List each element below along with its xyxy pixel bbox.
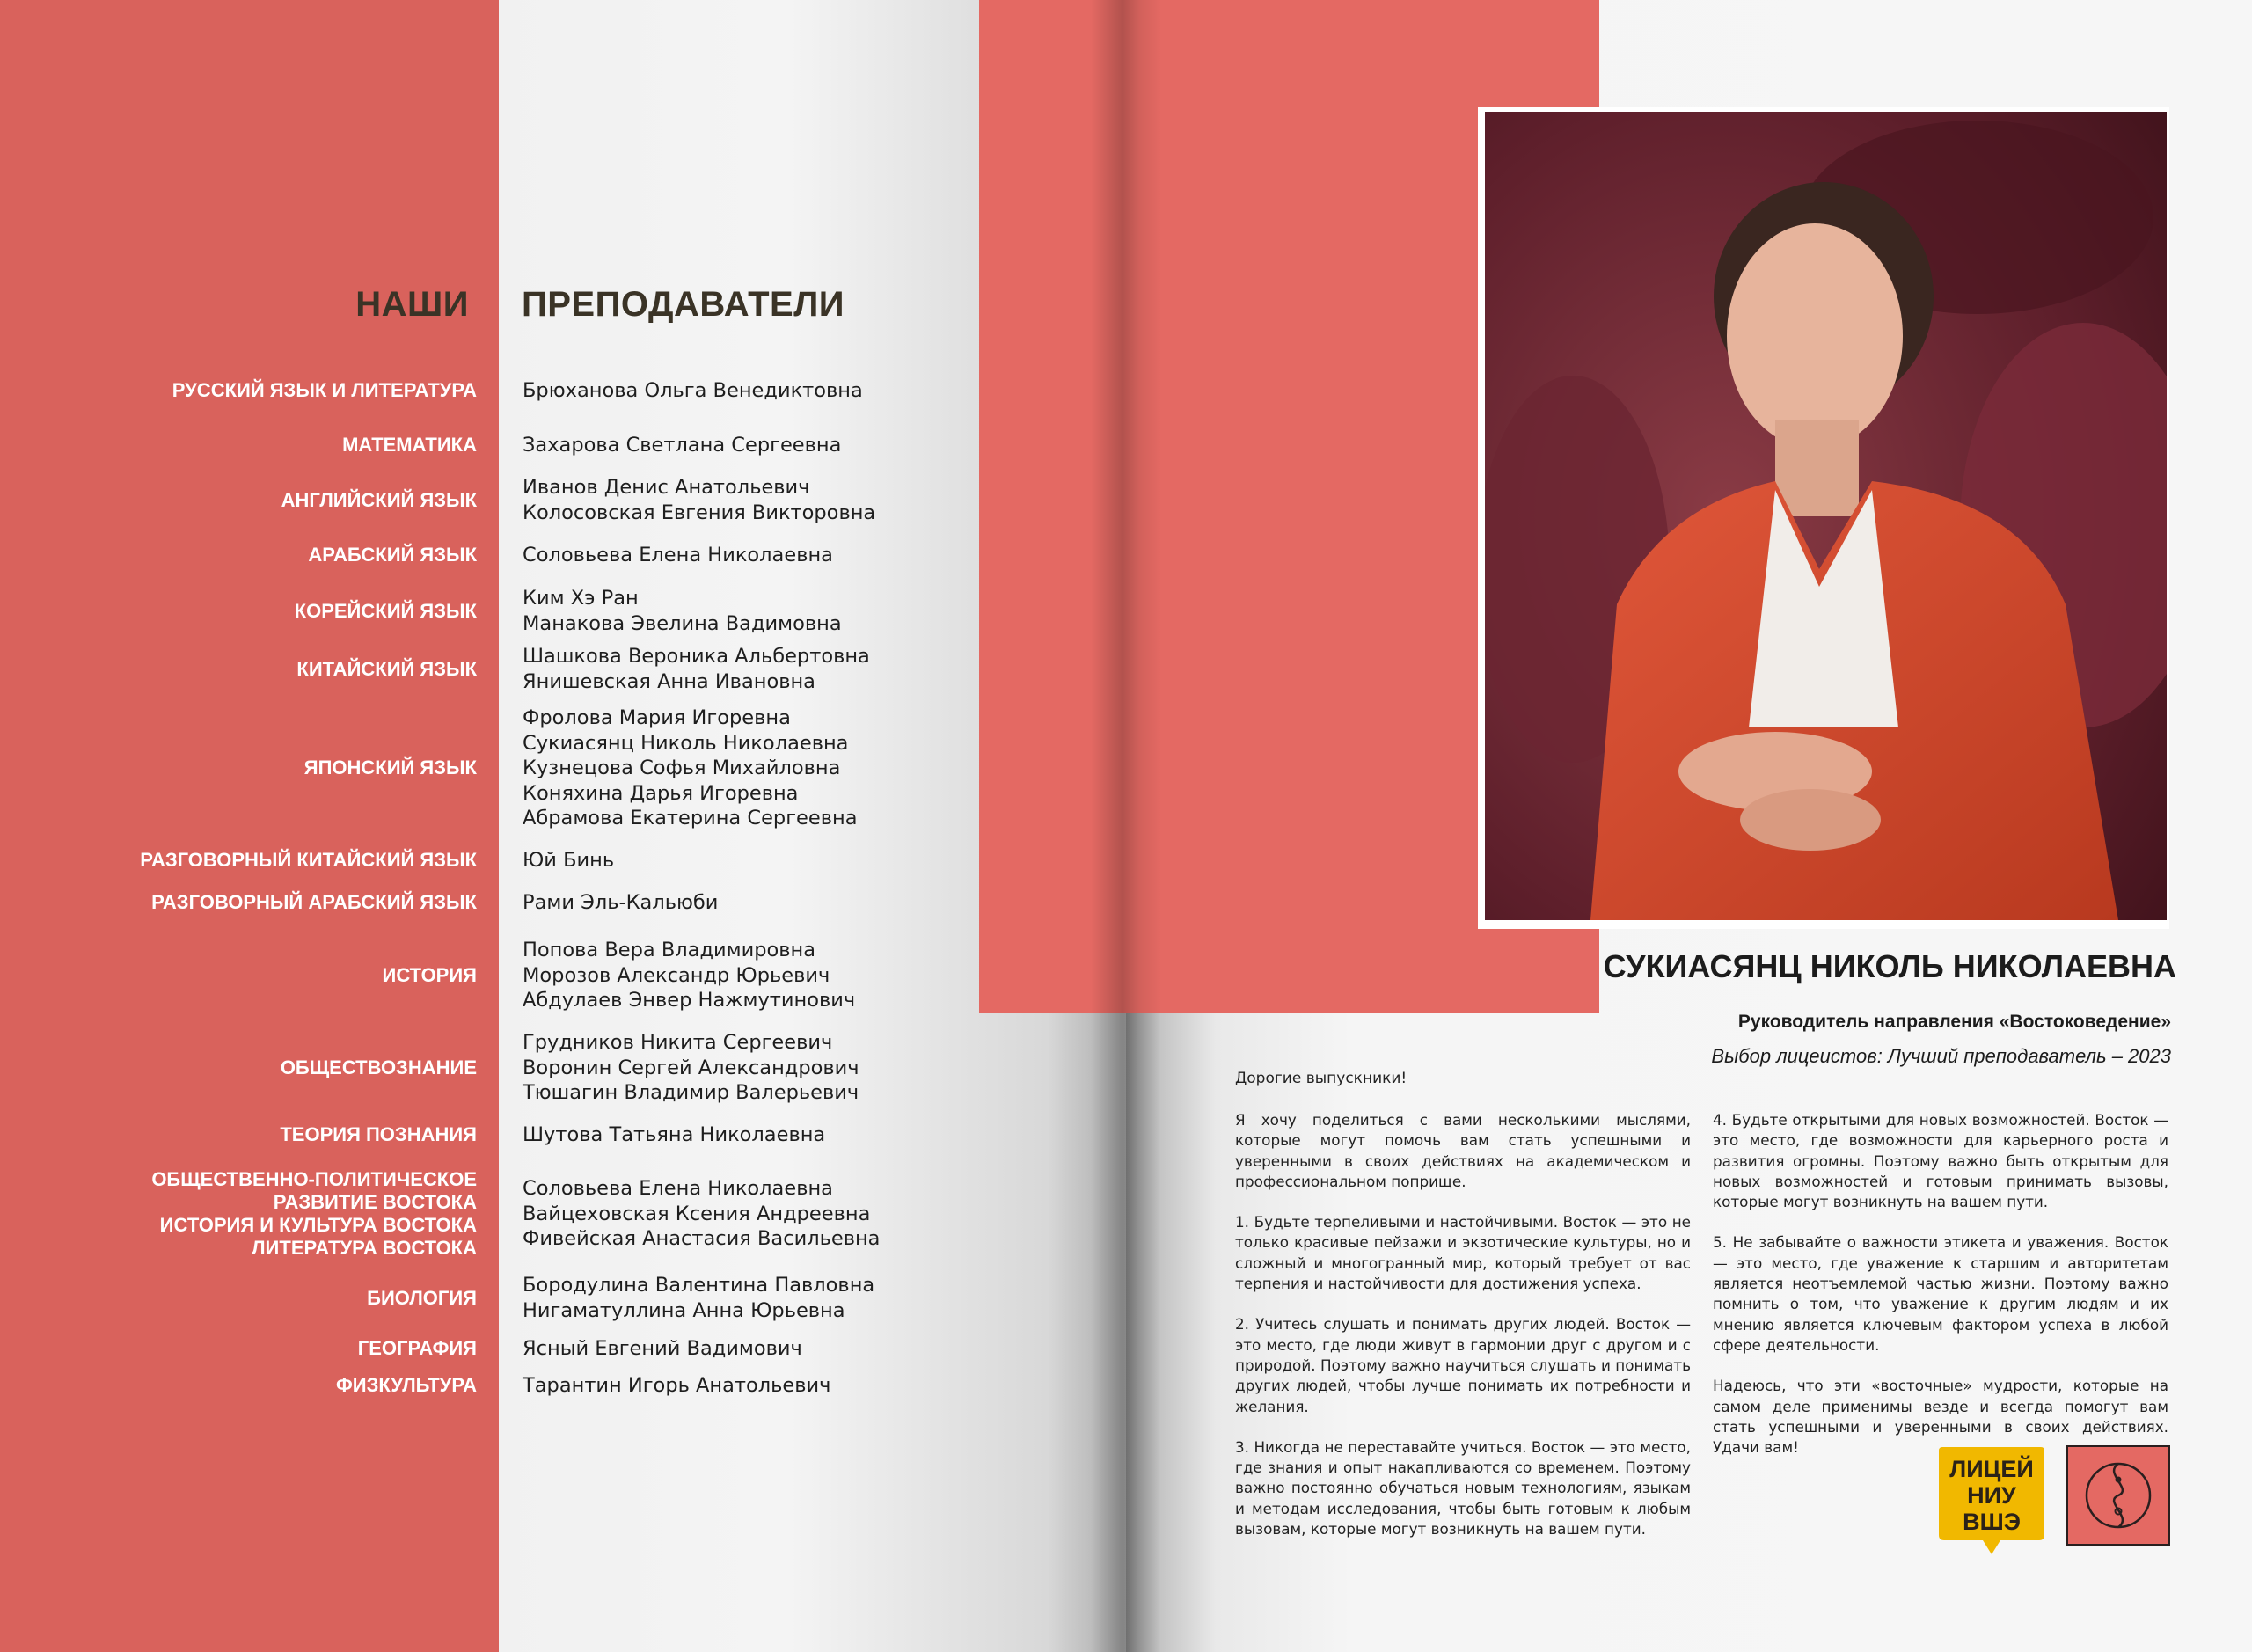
subject-line: ЯПОНСКИЙ ЯЗЫК <box>303 757 477 779</box>
teacher-names <box>523 1176 880 1252</box>
subject-line: ИСТОРИЯ И КУЛЬТУРА ВОСТОКА <box>159 1214 477 1236</box>
subject-line: БИОЛОГИЯ <box>367 1286 477 1309</box>
teacher-name-line: Фролова Мария Игоревна <box>523 706 791 729</box>
teacher-row <box>0 433 968 458</box>
subject-label <box>0 434 477 457</box>
teacher-row <box>0 644 968 694</box>
title-our: НАШИ <box>355 285 469 324</box>
teacher-name-line: Бородулина Валентина Павловна <box>523 1274 875 1297</box>
letter-column-1 <box>1235 1110 1691 1560</box>
teacher-name-line: Рами Эль-Кальюби <box>523 891 719 914</box>
subject-line: МАТЕМАТИКА <box>342 434 477 457</box>
teacher-name-line: Соловьева Елена Николаевна <box>523 1177 833 1201</box>
teacher-name-line: Нигаматуллина Анна Юрьевна <box>523 1298 845 1322</box>
teacher-name-line: Кузнецова Софья Михайловна <box>523 757 841 779</box>
teacher-name-line: Иванов Денис Анатольевич <box>523 476 810 499</box>
teacher-names <box>523 938 855 1013</box>
teacher-name-line: Абдулаев Энвер Нажмутинович <box>523 989 856 1012</box>
subject-label <box>0 379 477 402</box>
teacher-award: Выбор лицеистов: Лучший преподаватель – 2023 <box>1711 1045 2171 1067</box>
teacher-row <box>0 1273 968 1323</box>
teacher-names <box>523 433 841 458</box>
teacher-name-line: Колосовская Евгения Викторовна <box>523 501 876 524</box>
teacher-names <box>523 1122 825 1148</box>
subject-line: ТЕОРИЯ ПОЗНАНИЯ <box>280 1123 477 1146</box>
teacher-names <box>523 475 875 525</box>
teacher-row <box>0 543 968 568</box>
teacher-name-line: Тарантин Игорь Анатольевич <box>523 1374 831 1397</box>
letter-paragraph: 5. Не забывайте о важности этикета и уважения. Восток — это место, где уважение к старшим и авторитетам является неотъемлемой частью жизни. Поэтому важно помнить о том, что уважение к другим людям и их мнению является ключевым фактором успеха в любой сфере деятельности. <box>1713 1233 2168 1354</box>
teacher-portrait <box>1485 112 2167 920</box>
teacher-name-line: Манакова Эвелина Вадимовна <box>523 611 842 635</box>
teacher-names <box>523 543 833 568</box>
teacher-names <box>523 1030 859 1106</box>
teacher-name-line: Брюханова Ольга Венедиктовна <box>523 379 863 402</box>
teacher-name-line: Юй Бинь <box>523 849 615 872</box>
subject-label <box>0 544 477 567</box>
oriental-studies-logo <box>2066 1445 2170 1546</box>
subject-line: ЛИТЕРАТУРА ВОСТОКА <box>252 1237 477 1259</box>
subject-line: РАЗГОВОРНЫЙ КИТАЙСКИЙ ЯЗЫК <box>140 849 477 872</box>
teacher-names <box>523 1336 802 1362</box>
teacher-row <box>0 848 968 874</box>
subject-label <box>0 1374 477 1397</box>
teacher-row <box>0 586 968 636</box>
title-teachers: ПРЕПОДАВАТЕЛИ <box>522 285 845 324</box>
letter-paragraph: 3. Никогда не переставайте учиться. Восток — это место, где знания и опыт накапливаются со временем. Поэтому важно постоянно обучаться новым технологиям, языкам и методам исследования, чтобы быть готовым к любым вызовам, которые могут возникнуть на вашем пути. <box>1235 1437 1691 1539</box>
teacher-name-line: Ясный Евгений Вадимович <box>523 1337 802 1360</box>
teacher-name-line: Воронин Сергей Александрович <box>523 1056 859 1079</box>
subject-label <box>0 849 477 872</box>
subject-line: РУССКИЙ ЯЗЫК И ЛИТЕРАТУРА <box>172 379 477 402</box>
subject-line: КИТАЙСКИЙ ЯЗЫК <box>296 657 477 680</box>
teacher-row <box>0 890 968 916</box>
book-spine-shadow <box>1091 0 1161 1652</box>
teacher-name-line: Янишевская Анна Ивановна <box>523 669 815 693</box>
teacher-names <box>523 890 718 916</box>
subject-label <box>0 600 477 623</box>
teacher-name-line: Морозов Александр Юрьевич <box>523 963 830 987</box>
teacher-row <box>0 475 968 525</box>
teacher-name-line: Попова Вера Владимировна <box>523 939 816 961</box>
letter-paragraph: 2. Учитесь слушать и понимать других людей. Восток — это место, где люди живут в гармонии друг с другом и с природой. Поэтому важно научиться слушать и понимать других людей, чтобы лучше понимать их потребности и желания. <box>1235 1315 1691 1415</box>
subject-label <box>0 891 477 914</box>
subject-line: КОРЕЙСКИЙ ЯЗЫК <box>294 599 477 622</box>
subject-line: РАЗГОВОРНЫЙ АРАБСКИЙ ЯЗЫК <box>151 891 477 914</box>
teacher-name-line: Тюшагин Владимир Валерьевич <box>523 1081 859 1104</box>
teacher-name-line: Ким Хэ Ран <box>523 587 639 610</box>
subject-line: РАЗВИТИЕ ВОСТОКА <box>273 1191 477 1213</box>
yin-yang-icon <box>2068 1447 2168 1544</box>
teacher-names <box>523 705 857 831</box>
subject-label <box>0 1056 477 1079</box>
teacher-names <box>523 1373 830 1399</box>
teacher-name-line: Соловьева Елена Николаевна <box>523 544 833 567</box>
teacher-row <box>0 1373 968 1399</box>
subject-label <box>0 757 477 779</box>
subject-line: ГЕОГРАФИЯ <box>357 1337 477 1360</box>
teacher-row <box>0 1030 968 1106</box>
letter-paragraph: Я хочу поделиться с вами несколькими мыслями, которые могут помочь вам стать успешными и уверенными в своих действиях на академическом и профессиональном поприще. <box>1235 1111 1691 1190</box>
teacher-names <box>523 1273 874 1323</box>
teacher-names <box>523 378 863 404</box>
teacher-row <box>0 1122 968 1148</box>
subject-label <box>0 658 477 681</box>
teacher-name-line: Вайцеховская Ксения Андреевна <box>523 1202 871 1225</box>
letter-paragraph: 1. Будьте терпеливыми и настойчивыми. Восток — это не только красивые пейзажи и экзотические культуры, но и сложный и многогранный мир, который требует от вас терпения и настойчивости для достижения успеха. <box>1235 1213 1691 1293</box>
subject-line: ИСТОРИЯ <box>382 963 477 986</box>
letter-column-2 <box>1713 1110 2168 1478</box>
teacher-row <box>0 938 968 1013</box>
letter-greeting: Дорогие выпускники! <box>1235 1070 1408 1087</box>
teacher-names <box>523 586 842 636</box>
letter-paragraph: Надеюсь, что эти «восточные» мудрости, которые на самом деле применимы везде и всегда помогут вам стать успешными и уверенными в своих действиях. Удачи вам! <box>1713 1377 2168 1457</box>
teacher-role: Руководитель направления «Востоковедение» <box>1737 1012 2171 1032</box>
teacher-name-line: Захарова Светлана Сергеевна <box>523 434 842 457</box>
teacher-name-line: Шашкова Вероника Альбертовна <box>523 645 870 668</box>
subject-line: ОБЩЕСТВОЗНАНИЕ <box>280 1056 477 1078</box>
teacher-row <box>0 378 968 404</box>
subject-line: ФИЗКУЛЬТУРА <box>336 1374 477 1397</box>
teacher-names <box>523 848 614 874</box>
subject-label <box>0 1168 477 1260</box>
subject-label <box>0 1287 477 1310</box>
teacher-name-line: Фивейская Анастасия Васильевна <box>523 1227 881 1251</box>
subject-label <box>0 1337 477 1360</box>
subject-line: АНГЛИЙСКИЙ ЯЗЫК <box>281 488 477 511</box>
teacher-name-line: Сукиасянц Николь Николаевна <box>523 731 849 755</box>
teacher-name-line: Грудников Никита Сергеевич <box>523 1031 833 1054</box>
logo-line-1: ЛИЦЕЙ <box>1949 1456 2034 1482</box>
logo-line-3: ВШЭ <box>1963 1509 2021 1535</box>
teacher-row <box>0 705 968 831</box>
teacher-name-line: Абрамова Екатерина Сергеевна <box>523 807 858 830</box>
teacher-names <box>523 644 870 694</box>
teacher-name-line: Коняхина Дарья Игоревна <box>523 781 799 805</box>
logo-line-2: НИУ <box>1967 1482 2016 1509</box>
subject-label <box>0 964 477 987</box>
teacher-row <box>0 1168 968 1260</box>
subject-label <box>0 1123 477 1146</box>
lyceum-hse-logo <box>1937 1445 2046 1558</box>
subject-line: ОБЩЕСТВЕННО-ПОЛИТИЧЕСКОЕ <box>151 1168 477 1190</box>
teacher-name-line: Шутова Татьяна Николаевна <box>523 1123 826 1146</box>
teacher-name: СУКИАСЯНЦ НИКОЛЬ НИКОЛАЕВНА <box>1603 948 2176 984</box>
subject-line: АРАБСКИЙ ЯЗЫК <box>308 544 477 567</box>
teacher-row <box>0 1336 968 1362</box>
subject-label <box>0 489 477 512</box>
letter-paragraph: 4. Будьте открытыми для новых возможностей. Восток — это место, где возможности для карьерного роста и развития огромны. Поэтому важно быть открытым для новых возможностей и готовым принимать вызовы, которые могут возникнуть на вашем пути. <box>1713 1111 2168 1211</box>
